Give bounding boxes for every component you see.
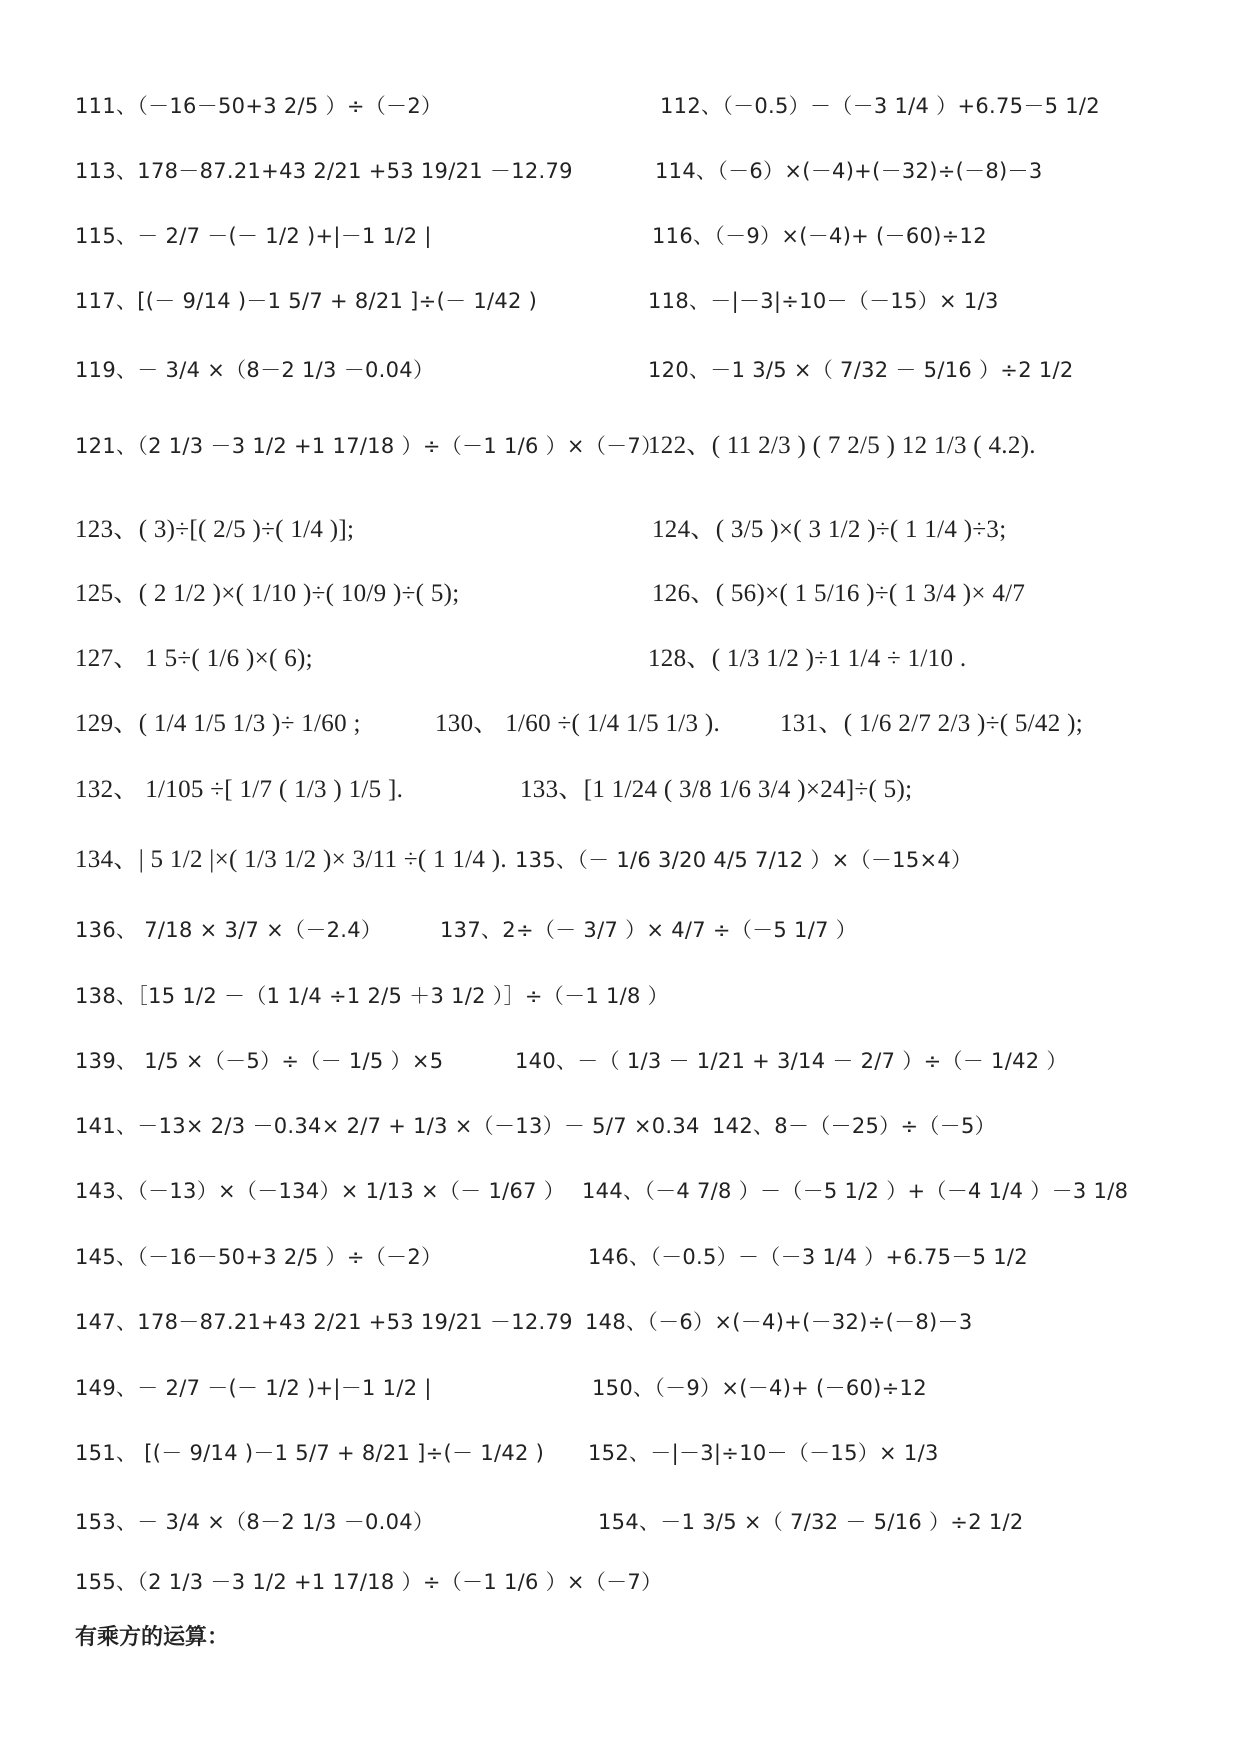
problem-120: 120、－1 3/5 ×（ 7/32 － 5/16 ）÷2 1/2 <box>648 358 1074 382</box>
problem-row <box>0 645 1241 689</box>
problem-row <box>0 1243 1241 1287</box>
problem-row <box>0 916 1241 960</box>
problem-118: 118、－|－3|÷10－（－15）× 1/3 <box>648 289 999 313</box>
problem-130: 130、 1/60 ÷( 1/4 1/5 1/3 ). <box>435 710 721 737</box>
problem-147: 147、178－87.21+43 2/21 +53 19/21 －12.79 <box>75 1310 573 1334</box>
problem-139: 139、 1/5 ×（－5）÷（－ 1/5 ）×5 <box>75 1049 444 1073</box>
problem-135: 135、（－ 1/6 3/20 4/5 7/12 ）×（－15×4） <box>515 848 973 872</box>
problem-114: 114、（－6）×(－4)+(－32)÷(－8)－3 <box>655 159 1043 183</box>
problem-138: 138、［15 1/2 －（1 1/4 ÷1 2/5 ＋3 1/2 ）］÷（－1 1/8 ） <box>75 984 669 1008</box>
problem-131: 131、( 1/6 2/7 2/3 )÷( 5/42 ); <box>780 710 1083 737</box>
problem-row <box>0 516 1241 560</box>
problem-row <box>0 1439 1241 1483</box>
problem-119: 119、－ 3/4 ×（8－2 1/3 －0.04） <box>75 358 435 382</box>
problem-116: 116、（－9）×(－4)+ (－60)÷12 <box>652 224 987 248</box>
problem-row <box>0 356 1241 400</box>
problem-123: 123、( 3)÷[( 2/5 )÷( 1/4 )]; <box>75 516 355 543</box>
problem-142: 142、8－（－25）÷（－5） <box>712 1114 996 1138</box>
problem-row <box>0 1112 1241 1156</box>
problem-143: 143、（－13）×（－134）× 1/13 ×（－ 1/67 ） <box>75 1179 566 1203</box>
problem-row <box>0 1047 1241 1091</box>
problem-row <box>0 1508 1241 1552</box>
problem-129: 129、( 1/4 1/5 1/3 )÷ 1/60 ; <box>75 710 361 737</box>
problem-144: 144、（－4 7/8 ）－（－5 1/2 ）+（－4 1/4 ）－3 1/8 <box>582 1179 1129 1203</box>
problem-128: 128、( 1/3 1/2 )÷1 1/4 ÷ 1/10 . <box>648 645 967 672</box>
section-heading: 有乘方的运算： <box>75 1625 230 1650</box>
problem-row <box>0 1568 1241 1612</box>
problem-133: 133、[1 1/24 ( 3/8 1/6 3/4 )×24]÷( 5); <box>520 776 913 803</box>
problem-154: 154、－1 3/5 ×（ 7/32 － 5/16 ）÷2 1/2 <box>598 1510 1024 1534</box>
problem-137: 137、2÷（－ 3/7 ）× 4/7 ÷（－5 1/7 ） <box>440 918 858 942</box>
problem-124: 124、( 3/5 )×( 3 1/2 )÷( 1 1/4 )÷3; <box>652 516 1007 543</box>
problem-111: 111、（－16－50+3 2/5 ）÷（－2） <box>75 94 443 118</box>
problem-113: 113、178－87.21+43 2/21 +53 19/21 －12.79 <box>75 159 573 183</box>
problem-134: 134、| 5 1/2 |×( 1/3 1/2 )× 3/11 ÷( 1 1/4 ). <box>75 846 507 873</box>
problem-155: 155、（2 1/3 －3 1/2 +1 17/18 ）÷（－1 1/6 ）×（－7） <box>75 1570 663 1594</box>
problem-150: 150、（－9）×(－4)+ (－60)÷12 <box>592 1376 927 1400</box>
problem-148: 148、（－6）×(－4)+(－32)÷(－8)－3 <box>585 1310 973 1334</box>
problem-146: 146、（－0.5）－（－3 1/4 ）+6.75－5 1/2 <box>588 1245 1028 1269</box>
problem-row <box>0 1177 1241 1221</box>
problem-row <box>0 776 1241 820</box>
problem-row <box>0 432 1241 476</box>
problem-row <box>0 846 1241 890</box>
problem-127: 127、 1 5÷( 1/6 )×( 6); <box>75 645 313 672</box>
problem-row <box>0 1308 1241 1352</box>
problem-153: 153、－ 3/4 ×（8－2 1/3 －0.04） <box>75 1510 435 1534</box>
problem-row <box>0 157 1241 201</box>
problem-112: 112、（－0.5）－（－3 1/4 ）+6.75－5 1/2 <box>660 94 1100 118</box>
problem-132: 132、 1/105 ÷[ 1/7 ( 1/3 ) 1/5 ]. <box>75 776 404 803</box>
problem-151: 151、 [(－ 9/14 )－1 5/7 + 8/21 ]÷(－ 1/42 ) <box>75 1441 545 1465</box>
problem-row <box>0 710 1241 754</box>
problem-149: 149、－ 2/7 －(－ 1/2 )+|－1 1/2 | <box>75 1376 432 1400</box>
problem-121: 121、（2 1/3 －3 1/2 +1 17/18 ）÷（－1 1/6 ）×（－7） <box>75 434 663 458</box>
problem-115: 115、－ 2/7 －(－ 1/2 )+|－1 1/2 | <box>75 224 432 248</box>
problem-row <box>0 287 1241 331</box>
problem-row <box>0 982 1241 1026</box>
problem-136: 136、 7/18 × 3/7 ×（－2.4） <box>75 918 383 942</box>
problem-row <box>0 580 1241 624</box>
problem-122: 122、( 11 2/3 ) ( 7 2/5 ) 12 1/3 ( 4.2). <box>648 432 1036 459</box>
problem-141: 141、－13× 2/3 －0.34× 2/7 + 1/3 ×（－13）－ 5/7 ×0.34 <box>75 1114 700 1138</box>
problem-152: 152、－|－3|÷10－（－15）× 1/3 <box>588 1441 939 1465</box>
problem-125: 125、( 2 1/2 )×( 1/10 )÷( 10/9 )÷( 5); <box>75 580 460 607</box>
problem-117: 117、[(－ 9/14 )－1 5/7 + 8/21 ]÷(－ 1/42 ) <box>75 289 538 313</box>
problem-row <box>0 1374 1241 1418</box>
problem-row <box>0 222 1241 266</box>
problem-row <box>0 92 1241 136</box>
problem-145: 145、（－16－50+3 2/5 ）÷（－2） <box>75 1245 443 1269</box>
problem-140: 140、－（ 1/3 － 1/21 + 3/14 － 2/7 ）÷（－ 1/42 ） <box>515 1049 1068 1073</box>
problem-126: 126、( 56)×( 1 5/16 )÷( 1 3/4 )× 4/7 <box>652 580 1026 607</box>
